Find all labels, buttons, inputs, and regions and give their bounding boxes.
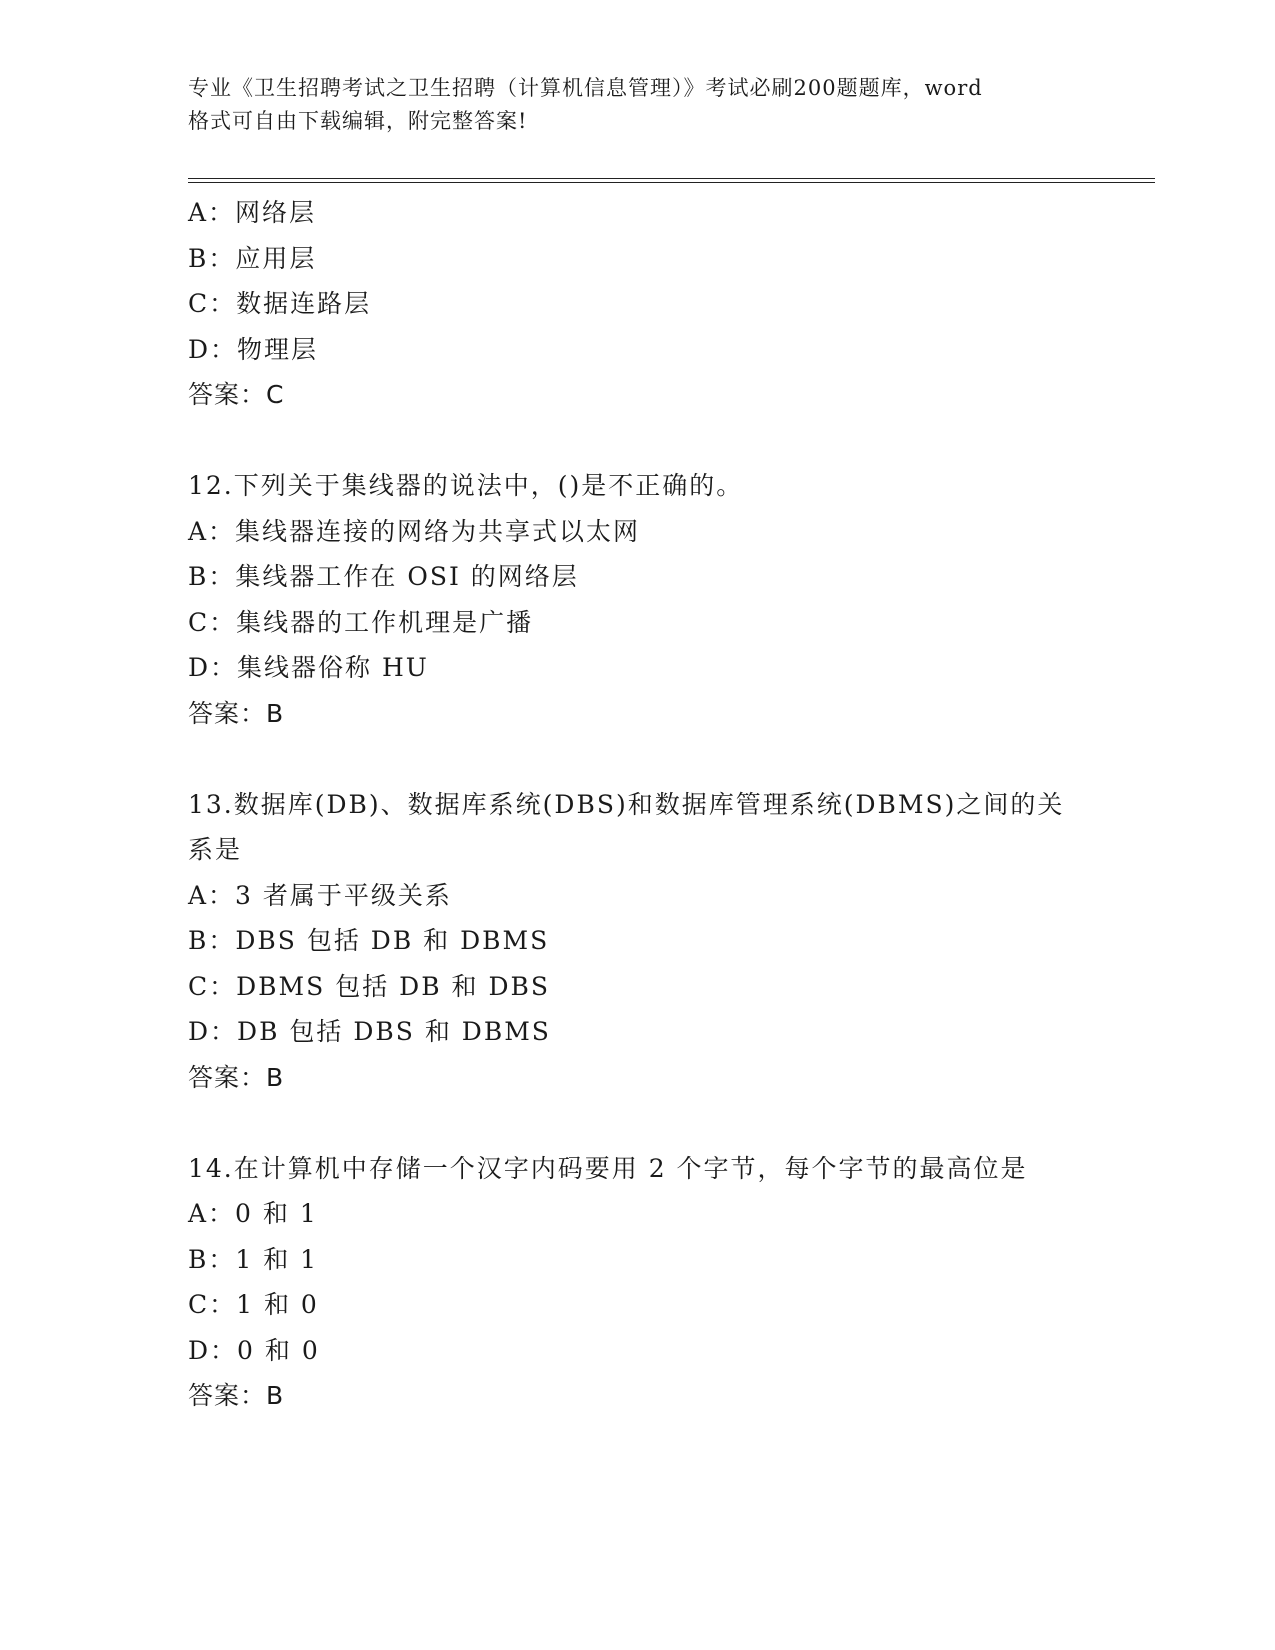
answer: 答案：B: [188, 698, 285, 728]
option-a: A：0 和 1: [188, 1199, 318, 1228]
option-b: B：集线器工作在 OSI 的网络层: [188, 562, 579, 591]
document-header: [188, 72, 1088, 138]
option-c: C：DBMS 包括 DB 和 DBS: [188, 971, 551, 1001]
header-line-2: 格式可自由下载编辑，附完整答案!: [188, 109, 528, 133]
question-text-line-1: 13.数据库(DB)、数据库系统(DBS)和数据库管理系统(DBMS)之间的关: [188, 789, 1065, 819]
answer: 答案：C: [188, 380, 285, 409]
option-c: C：集线器的工作机理是广播: [188, 607, 534, 637]
header-divider: [188, 178, 1155, 183]
question-text: 12.下列关于集线器的说法中，()是不正确的。: [188, 471, 744, 500]
option-d: D：物理层: [188, 334, 319, 364]
question-14: [188, 1146, 1088, 1419]
option-a: A：集线器连接的网络为共享式以太网: [188, 516, 641, 546]
answer: 答案：B: [188, 1062, 285, 1092]
option-b: B：应用层: [188, 243, 317, 273]
option-a: A：网络层: [188, 198, 317, 227]
question-11: [188, 190, 1088, 418]
option-d: D：0 和 0: [188, 1335, 320, 1365]
header-line-1: 专业《卫生招聘考试之卫生招聘（计算机信息管理）》考试必刷200题题库，word: [188, 76, 983, 100]
option-d: D：DB 包括 DBS 和 DBMS: [188, 1017, 551, 1046]
spacer: [188, 736, 1088, 782]
question-list: [188, 190, 1088, 1419]
spacer: [188, 418, 1088, 464]
question-13: [188, 782, 1088, 1101]
option-a: A：3 者属于平级关系: [188, 880, 452, 910]
question-text-line-2: 系是: [188, 835, 243, 864]
option-c: C：数据连路层: [188, 289, 372, 318]
option-b: B：DBS 包括 DB 和 DBMS: [188, 926, 550, 955]
option-d: D：集线器俗称 HU: [188, 653, 429, 682]
option-b: B：1 和 1: [188, 1244, 319, 1274]
answer: 答案：B: [188, 1381, 285, 1410]
spacer: [188, 1100, 1088, 1146]
option-c: C：1 和 0: [188, 1290, 319, 1319]
question-12: [188, 463, 1088, 736]
question-text: 14.在计算机中存储一个汉字内码要用 2 个字节，每个字节的最高位是: [188, 1153, 1028, 1183]
